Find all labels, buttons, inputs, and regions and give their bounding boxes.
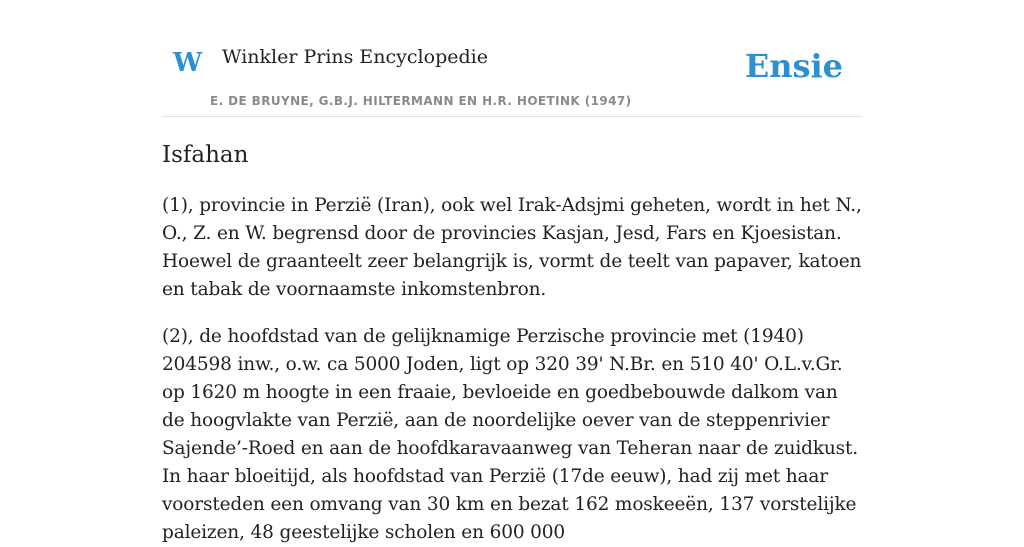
article-content <box>162 138 862 547</box>
publication-authors: E. DE BRUYNE, G.B.J. HILTERMANN EN H.R. HOETINK (1947) <box>210 94 632 108</box>
winkler-prins-logo[interactable]: W <box>173 48 203 78</box>
article-paragraph: (2), de hoofdstad van de gelijknamige Perzische provincie met (1940) 204598 inw., o.w. ca 5000 Joden, ligt op 320 39' N.Br. en 510 40' O.L.v.Gr. op 1620 m hoogte in een fraaie, bevloeide en goedbebouwde dalkom van de hoogvlakte van Perzië, aan de noordelijke oever van de steppenrivier Sajende’-Roed en aan de hoofdkaravaanweg van Teheran naar de zuidkust. In haar bloeitijd, als hoofdstad van Perzië (17de eeuw), had zij met haar voorsteden een omvang van 30 km en bezat 162 moskeeën, 137 vorstelijke paleizen, 48 geestelijke scholen en 600 000 <box>162 326 859 543</box>
article-paragraph: (1), provincie in Perzië (Iran), ook wel Irak-Adsjmi geheten, wordt in het N., O., Z. en W. begrensd door de provincies Kasjan, Jesd, Fars en Kjoesistan. Hoewel de graanteelt zeer belangrijk is, vormt de teelt van papaver, katoen en tabak de voornaamste inkomstenbron. <box>162 195 862 300</box>
entry-title: Isfahan <box>162 142 249 168</box>
publication-title[interactable]: Winkler Prins Encyclopedie <box>222 46 488 68</box>
site-header <box>162 0 862 117</box>
ensie-brand-logo[interactable]: Ensie <box>744 47 843 85</box>
